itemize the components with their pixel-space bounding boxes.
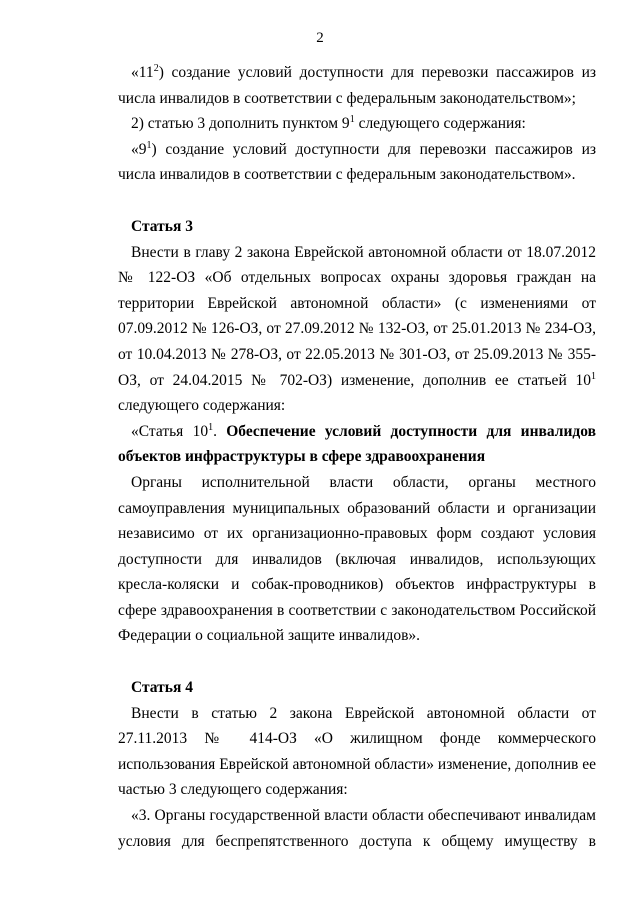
article-4-heading: Статья 4 bbox=[131, 679, 193, 697]
article-3-heading: Статья 3 bbox=[131, 217, 193, 235]
article-10-1-body: Органы исполнительной власти области, органы местного самоуправления муниципальных образований области и организации независимо от их организационно-правовых форм создают условия доступности для инвалидов (включая инвалидов, использующих кресла-коляски и собак-проводников) объектов инфраструктуры в сфере здравоохранения в соответствии с законодательством Российской Федерации о социальной защите инвалидов». bbox=[118, 473, 596, 645]
paragraph-item-9-1: «$9^1$) создание условий доступности для перевозки пассажиров из числа инвалидов в соответствии с федеральным законодательством». bbox=[118, 139, 596, 184]
article-4-intro: Внести в статью 2 закона Еврейской автономной области от 27.11.2013 № 414-ОЗ «О жилищном фонде коммерческого использования Еврейской автономной области» изменение, дополнив ее частью 3 следующего содержания: bbox=[118, 704, 596, 799]
page-number: 2 bbox=[316, 30, 324, 46]
article-4-quote: «3. Органы государственной власти области обеспечивают инвалидам условия для беспрепятственного доступа к общему имуществу в bbox=[118, 807, 596, 850]
article-3-intro: Внести в главу 2 закона Еврейской автономной области от 18.07.2012 № 122-ОЗ «Об отдельных вопросах охраны здоровья граждан на территории Еврейской автономной области» (с изменениями от 07.09.2012 № 126-ОЗ, от 27.09.2012 № 132-ОЗ, от 25.01.2013 № 234-ОЗ, от 10.04.2013 № 278-ОЗ, от 22.05.2013 № 301-ОЗ, от 25.09.2013 № 355-ОЗ, от 24.04.2015 № 702-ОЗ) изменение, дополнив ее статьей $10^1$ следующего содержания: bbox=[118, 243, 596, 415]
paragraph-item-11-2: «$11^2$) создание условий доступности для перевозки пассажиров из числа инвалидов в соответствии с федеральным законодательством»; bbox=[118, 62, 596, 107]
article-10-1-title: «Статья $10^1$. Обеспечение условий доступности для инвалидов объектов инфраструктуры в сфере здравоохранения bbox=[118, 421, 596, 466]
paragraph-amend-article-3: 2) статью 3 дополнить пунктом $9^1$ следующего содержания: bbox=[131, 114, 526, 133]
document-body bbox=[118, 60, 596, 854]
